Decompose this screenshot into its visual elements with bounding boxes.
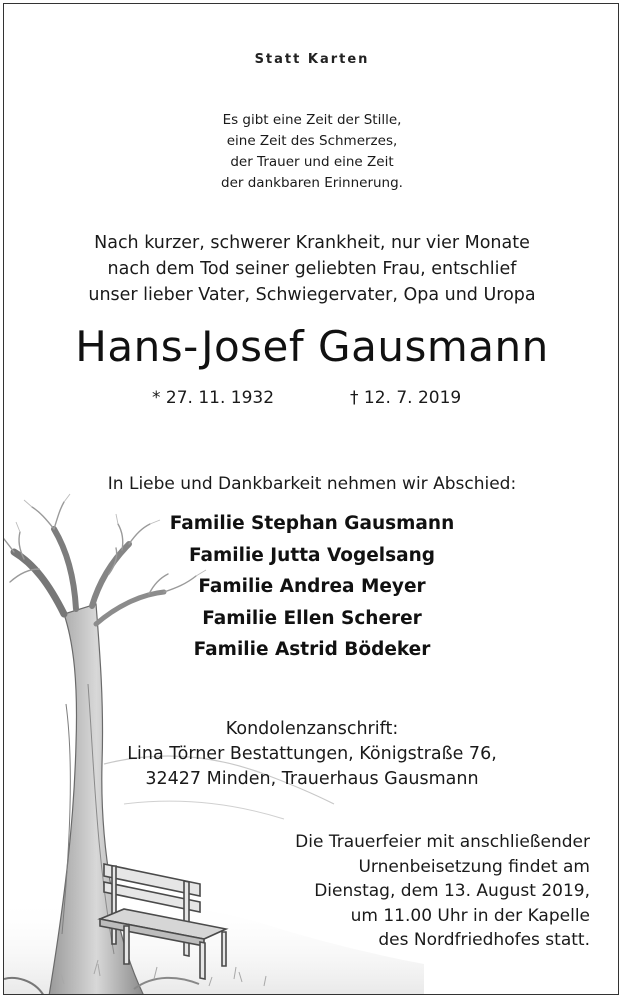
family-name: Familie Stephan Gausmann xyxy=(169,513,455,534)
service-line: des Nordfriedhofes statt. xyxy=(378,930,590,950)
family-name: Familie Ellen Scherer xyxy=(202,607,422,629)
memorial-poem xyxy=(4,110,619,194)
mourning-families xyxy=(4,508,619,666)
poem-line: Es gibt eine Zeit der Stille, xyxy=(222,112,402,128)
birth-date: * 27. 11. 1932 xyxy=(152,388,275,408)
condolence-address xyxy=(4,717,619,792)
poem-line: eine Zeit des Schmerzes, xyxy=(226,133,398,149)
family-name: Familie Jutta Vogelsang xyxy=(188,544,436,566)
poem-line: der dankbaren Erinnerung. xyxy=(221,175,403,191)
condolence-line: Kondolenzanschrift: xyxy=(225,719,399,739)
deceased-name: Hans-Josef Gausmann xyxy=(75,322,549,371)
service-line: Die Trauerfeier mit anschließender xyxy=(295,832,590,852)
funeral-service-info xyxy=(295,830,590,953)
header-statt-karten: Statt Karten xyxy=(254,52,370,67)
family-name: Familie Andrea Meyer xyxy=(198,576,426,597)
service-line: Urnenbeisetzung findet am xyxy=(358,856,590,877)
announcement-line: nach dem Tod seiner geliebten Frau, entschlief xyxy=(107,259,517,279)
death-date: † 12. 7. 2019 xyxy=(350,388,462,408)
family-name: Familie Astrid Bödeker xyxy=(193,639,431,660)
obituary-card xyxy=(3,3,619,995)
service-line: um 11.00 Uhr in der Kapelle xyxy=(350,905,590,926)
farewell-line: In Liebe und Dankbarkeit nehmen wir Abschied: xyxy=(107,474,517,494)
death-announcement xyxy=(4,230,619,308)
service-line: Dienstag, dem 13. August 2019, xyxy=(314,881,590,901)
poem-line: der Trauer und eine Zeit xyxy=(230,154,394,170)
condolence-line: 32427 Minden, Trauerhaus Gausmann xyxy=(145,769,479,789)
condolence-line: Lina Törner Bestattungen, Königstraße 76, xyxy=(127,744,497,764)
announcement-line: Nach kurzer, schwerer Krankheit, nur vier Monate xyxy=(94,233,530,253)
announcement-line: unser lieber Vater, Schwiegervater, Opa und Uropa xyxy=(88,285,536,305)
